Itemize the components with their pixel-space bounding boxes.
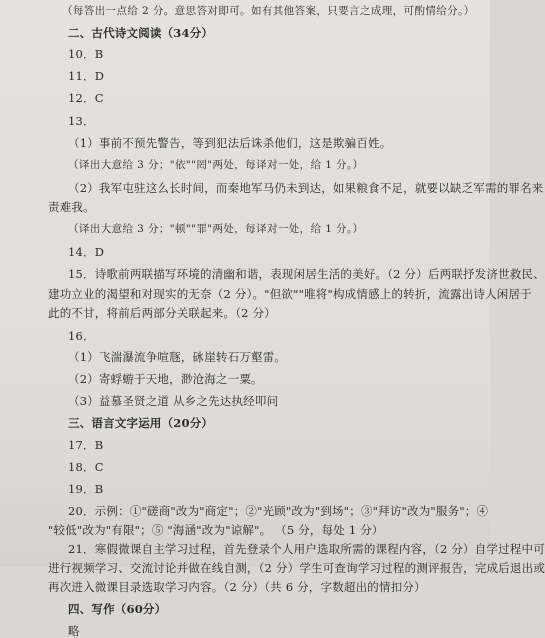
answer-19: 19．B <box>68 482 104 496</box>
answer-13-2-cont: 责难我。 <box>48 200 95 214</box>
answer-13-1-scoring: （译出大意给 3 分；"依""罔"两处，每译对一处，给 1 分。） <box>68 159 364 171</box>
answer-18: 18．C <box>68 460 104 474</box>
answer-17: 17．B <box>68 438 104 452</box>
answer-13-2: （2）我军屯驻这么长时间，而秦地军马仍未到达，如果粮食不足，就要以缺乏军需的罪名来 <box>68 181 544 195</box>
scoring-note: （每答出一点给 2 分。意思答对即可。如有其他答案，只要言之成理，可酌情给分。） <box>62 5 475 17</box>
answer-15-cont-1: 建功立业的渴望和对现实的无奈（2 分）。"但欲""唯将"构成情感上的转折，流露出诗人闲居于 <box>48 287 532 301</box>
answer-10: 10．B <box>68 47 104 61</box>
answer-16-1: （1）飞湍瀑流争喧豗，砯崖转石万壑雷。 <box>68 350 287 364</box>
answer-15-cont-2: 此的不甘，将前后两部分关联起来。（2 分） <box>48 306 276 320</box>
answer-12: 12．C <box>68 91 104 105</box>
answer-16-3: （3）益慕圣贤之道 从乡之先达执经叩问 <box>68 394 279 408</box>
answer-20: 20．示例：①"磋商"改为"商定"；②"光顾"改为"到场"；③"拜访"改为"服务"；④ <box>68 504 489 518</box>
answer-16-label: 16． <box>68 329 95 343</box>
answer-writing: 略 <box>68 624 80 638</box>
answer-15: 15．诗歌前两联描写环境的清幽和谐，表现闲居生活的美好。（2 分）后两联抒发济世救民、 <box>68 267 545 281</box>
answer-21-cont-1: 进行视频学习、交流讨论并做在线自测，（2 分）学生可查询学习过程的测评报告，完成后退出或 <box>48 561 545 575</box>
answer-20-cont: "较低"改为"有限"；⑤ "海涵"改为"谅解"。 （5 分，每处 1 分） <box>48 523 384 537</box>
answer-13-1: （1）事前不预先警告，等到犯法后诛杀他们，这是欺骗百姓。 <box>68 136 392 150</box>
section-heading-writing: 四、写作（60分） <box>68 602 167 616</box>
answer-13-2-scoring: （译出大意给 3 分；"顿""罪"两处，每译对一处，给 1 分。） <box>68 223 364 235</box>
answer-11: 11．D <box>68 69 105 83</box>
answer-21: 21．寒假微课自主学习过程，首先登录个人用户选取所需的课程内容，（2 分）自学过程中可 <box>68 542 545 556</box>
section-heading-classical-reading: 二、古代诗文阅读（34分） <box>68 26 214 40</box>
answer-14: 14．D <box>68 245 105 259</box>
section-heading-language-use: 三、语言文字运用（20分） <box>68 416 214 430</box>
answer-13-label: 13． <box>68 114 95 128</box>
answer-21-cont-2: 再次进入微课目录选取学习内容。（2 分）（共 6 分，字数超出的情扣分） <box>48 580 426 594</box>
answer-16-2: （2）寄蜉蝣于天地，渺沧海之一粟。 <box>68 372 263 386</box>
